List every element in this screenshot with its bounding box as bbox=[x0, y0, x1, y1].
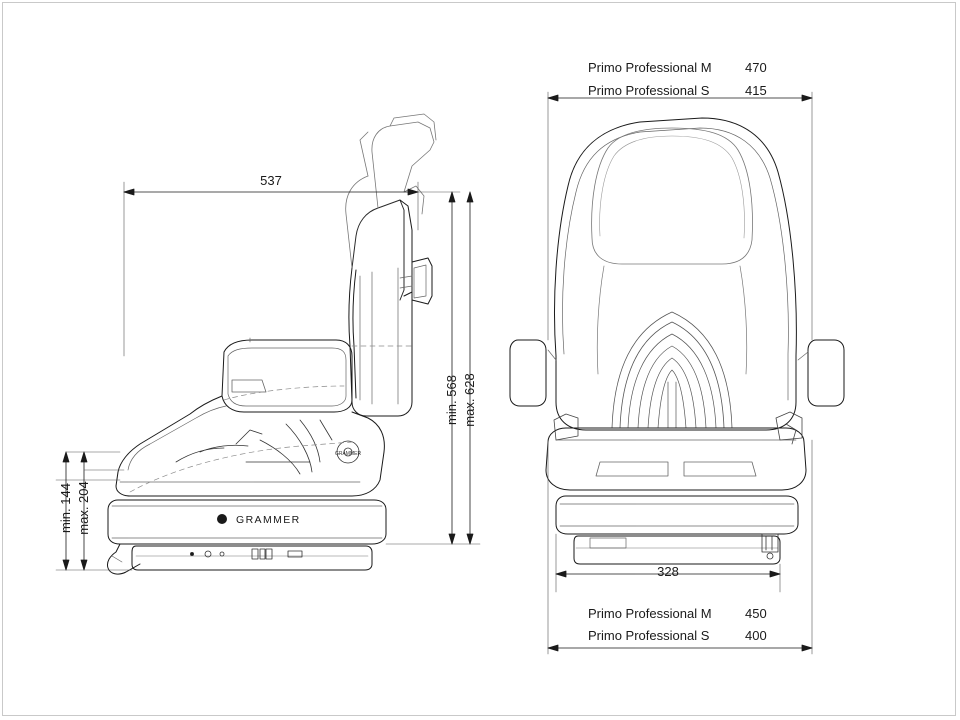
side-marker-label: GRAMMER bbox=[334, 451, 362, 457]
dim-base-max-label: max. 204 bbox=[76, 481, 91, 535]
top-label-s: Primo Professional S bbox=[588, 83, 710, 98]
dim-height-min-label: min. 568 bbox=[444, 375, 459, 425]
dim-537-label: 537 bbox=[260, 173, 282, 188]
dim-328 bbox=[556, 534, 780, 592]
dim-base-min-label: min. 144 bbox=[58, 483, 73, 533]
dim-328-label: 328 bbox=[657, 564, 679, 579]
dim-heights bbox=[386, 192, 480, 544]
bottom-label-m: Primo Professional M bbox=[588, 606, 712, 621]
top-label-m: Primo Professional M bbox=[588, 60, 712, 75]
dim-height-max-label: max. 628 bbox=[462, 373, 477, 427]
bottom-value-s: 400 bbox=[745, 628, 767, 643]
bottom-value-m: 450 bbox=[745, 606, 767, 621]
bottom-label-s: Primo Professional S bbox=[588, 628, 710, 643]
brand-label: GRAMMER bbox=[236, 514, 301, 526]
top-value-m: 470 bbox=[745, 60, 767, 75]
top-value-s: 415 bbox=[745, 83, 767, 98]
dim-537 bbox=[124, 182, 418, 356]
dim-bottom-width bbox=[548, 440, 812, 654]
